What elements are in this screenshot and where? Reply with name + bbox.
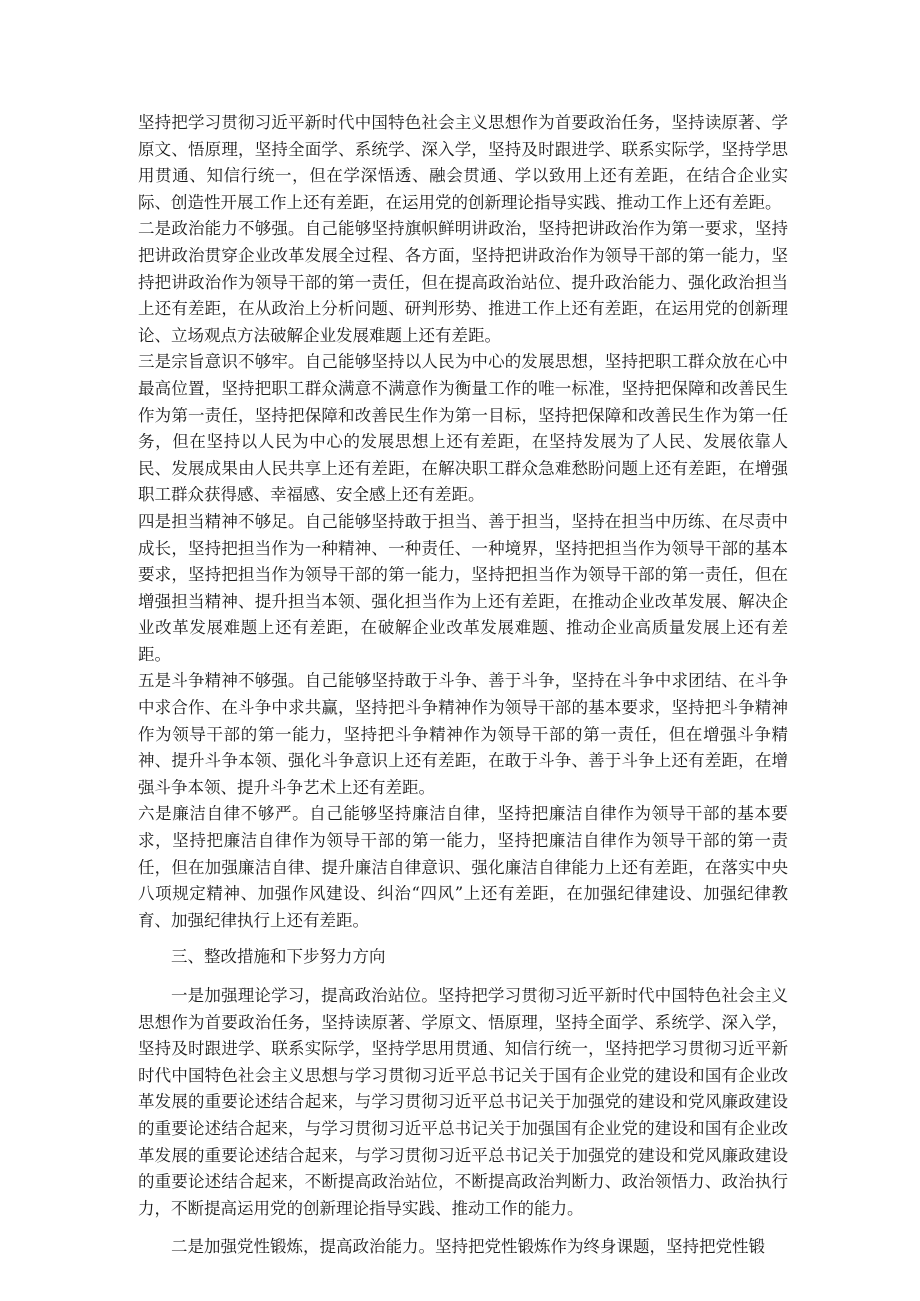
paragraph-strengthen-theory: 一是加强理论学习，提高政治站位。坚持把学习贯彻习近平新时代中国特色社会主义思想作为首要政治任务，坚持读原著、学原文、悟原理，坚持全面学、系统学、深入学，坚持及时跟进学、联系实际学，坚持学思用贯通、知信行统一，坚持把学习贯彻习近平新时代中国特色社会主义思想与学习贯彻习近平总书记关于国有企业党的建设和国有企业改革发展的重要论述结合起来，与学习贯彻习近平总书记关于加强党的建设和党风廉政建设的重要论述结合起来，与学习贯彻习近平总书记关于加强国有企业党的建设和国有企业改革发展的重要论述结合起来，与学习贯彻习近平总书记关于加强党的建设和党风廉政建设的重要论述结合起来，不断提高政治站位，不断提高政治判断力、政治领悟力、政治执行力，不断提高运用党的创新理论指导实践、推动工作的能力。 (138, 986, 788, 1218)
section-heading: 三、整改措施和下步努力方向 (171, 947, 386, 967)
paragraph-strengthen-party-spirit: 二是加强党性锻炼，提高政治能力。坚持把党性锻炼作为终身课题，坚持把党性锻 (171, 1237, 765, 1257)
paragraph-integrity: 六是廉洁自律不够严。自己能够坚持廉洁自律，坚持把廉洁自律作为领导干部的基本要求，坚持把廉洁自律作为领导干部的第一能力，坚持把廉洁自律作为领导干部的第一责任，但在加强廉洁自律、提升廉洁自律意识、强化廉洁自律能力上还有差距，在落实中央八项规定精神、加强作风建设、纠治“四风”上还有差距，在加强纪律建设、加强纪律教育、加强纪律执行上还有差距。 (138, 804, 788, 930)
paragraph-theory-gap: 坚持把学习贯彻习近平新时代中国特色社会主义思想作为首要政治任务，坚持读原著、学原文、悟原理，坚持全面学、系统学、深入学，坚持及时跟进学、联系实际学，坚持学思用贯通、知信行统一，但在学深悟透、融会贯通、学以致用上还有差距，在结合企业实际、创造性开展工作上还有差距，在运用党的创新理论指导实践、推动工作上还有差距。 (138, 113, 788, 212)
document-page (138, 110, 788, 1273)
paragraph-political-ability: 二是政治能力不够强。自己能够坚持旗帜鲜明讲政治，坚持把讲政治作为第一要求，坚持把讲政治贯穿企业改革发展全过程、各方面，坚持把讲政治作为领导干部的第一能力，坚持把讲政治作为领导干部的第一责任，但在提高政治站位、提升政治能力、强化政治担当上还有差距，在从政治上分析问题、研判形势、推进工作上还有差距，在运用党的创新理论、立场观点方法破解企业发展难题上还有差距。 (138, 219, 788, 345)
paragraph-struggle-spirit: 五是斗争精神不够强。自己能够坚持敢于斗争、善于斗争，坚持在斗争中求团结、在斗争中求合作、在斗争中求共赢，坚持把斗争精神作为领导干部的基本要求，坚持把斗争精神作为领导干部的第一能力，坚持把斗争精神作为领导干部的第一责任，但在增强斗争精神、提升斗争本领、强化斗争意识上还有差距，在敢于斗争、善于斗争上还有差距，在增强斗争本领、提升斗争艺术上还有差距。 (138, 671, 788, 797)
paragraph-purpose-awareness: 三是宗旨意识不够牢。自己能够坚持以人民为中心的发展思想，坚持把职工群众放在心中最高位置，坚持把职工群众满意不满意作为衡量工作的唯一标准，坚持把保障和改善民生作为第一责任，坚持把保障和改善民生作为第一目标，坚持把保障和改善民生作为第一任务，但在坚持以人民为中心的发展思想上还有差距，在坚持发展为了人民、发展依靠人民、发展成果由人民共享上还有差距，在解决职工群众急难愁盼问题上还有差距，在增强职工群众获得感、幸福感、安全感上还有差距。 (138, 352, 788, 505)
paragraph-responsibility-spirit: 四是担当精神不够足。自己能够坚持敢于担当、善于担当，坚持在担当中历练、在尽责中成长，坚持把担当作为一种精神、一种责任、一种境界，坚持把担当作为领导干部的基本要求，坚持把担当作为领导干部的第一能力，坚持把担当作为领导干部的第一责任，但在增强担当精神、提升担当本领、强化担当作为上还有差距，在推动企业改革发展、解决企业改革发展难题上还有差距，在破解企业改革发展难题、推动企业高质量发展上还有差距。 (138, 511, 788, 664)
